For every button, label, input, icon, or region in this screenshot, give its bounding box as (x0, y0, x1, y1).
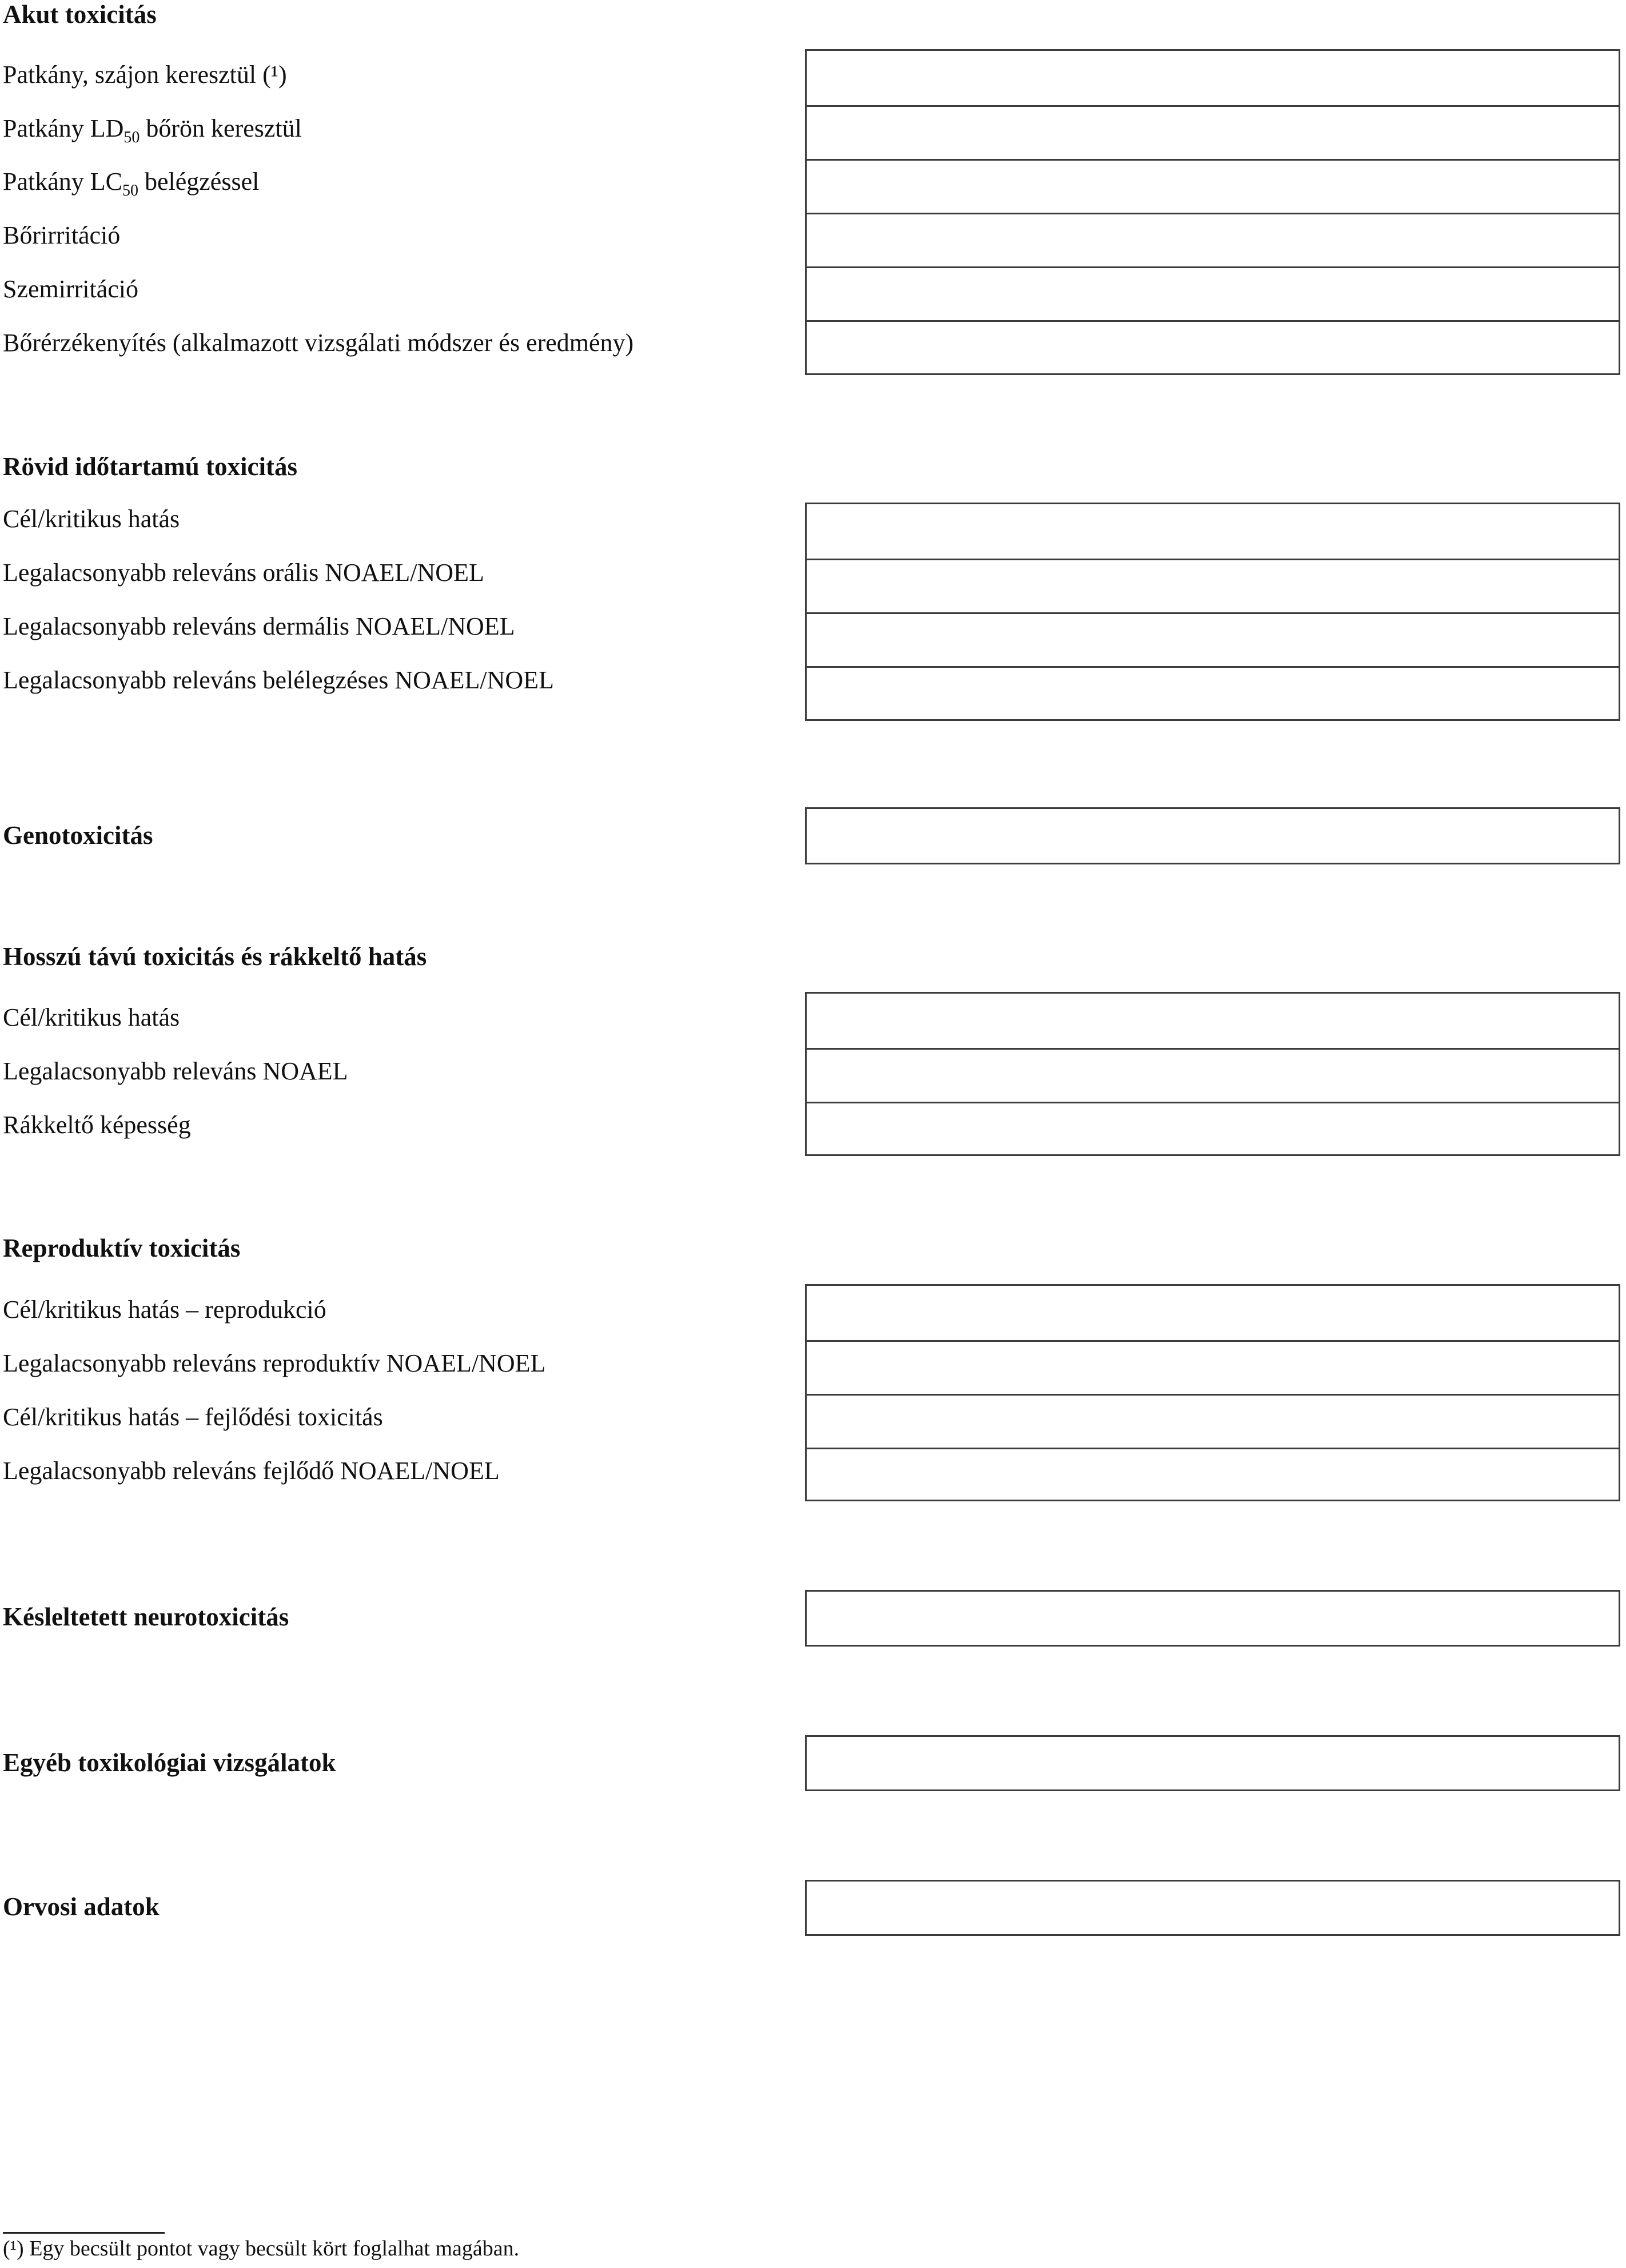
section-heading-medical-data: Orvosi adatok (3, 1892, 160, 1921)
section-heading-delayed-neurotoxicity: Késleltetett neurotoxicitás (3, 1603, 289, 1631)
input-cell-long-term-noael[interactable] (807, 1048, 1619, 1102)
row-label-skin-irritation: Bőrirritáció (3, 221, 121, 249)
row-label-oral-noael: Legalacsonyabb releváns orális NOAEL/NOEL (3, 559, 484, 587)
row-label-target-effect: Cél/kritikus hatás (3, 505, 180, 533)
input-cell-oral-rat[interactable] (807, 51, 1619, 105)
input-cell-carcinogenicity[interactable] (807, 1102, 1619, 1154)
row-label-eye-irritation: Szemirritáció (3, 275, 139, 303)
long-term-toxicity-input-box (805, 992, 1620, 1156)
section-heading-long-term-toxicity: Hosszú távú toxicitás és rákkeltő hatás (3, 942, 427, 971)
short-term-toxicity-input-box (805, 503, 1620, 721)
input-cell-developmental-effect[interactable] (807, 1394, 1619, 1448)
section-heading-acute-toxicity: Akut toxicitás (3, 0, 157, 29)
footnote-mark: (¹) (3, 2237, 24, 2261)
row-label-reproduction-effect: Cél/kritikus hatás – reprodukció (3, 1296, 326, 1324)
row-label-long-term-noael: Legalacsonyabb releváns NOAEL (3, 1057, 348, 1085)
neurotoxicity-input-box[interactable] (805, 1590, 1620, 1647)
row-label-developmental-effect: Cél/kritikus hatás – fejlődési toxicitás (3, 1403, 383, 1431)
row-label-inhalation-lc50: Patkány $LC_{50}$ belégzéssel (3, 168, 260, 200)
row-label-inhalation-noael: Legalacsonyabb releváns belélegzéses NOAEL/NOEL (3, 666, 554, 694)
input-cell-reproduction-effect[interactable] (807, 1286, 1619, 1340)
footnote-text: Egy becsült pontot vagy becsült kört foglalhat magában. (23, 2237, 520, 2261)
acute-toxicity-input-box (805, 49, 1620, 375)
input-cell-reproductive-noael[interactable] (807, 1340, 1619, 1394)
row-label-oral-rat: Patkány, szájon keresztül (¹) (3, 61, 287, 89)
section-heading-other-studies: Egyéb toxikológiai vizsgálatok (3, 1748, 336, 1777)
reproductive-toxicity-input-box (805, 1284, 1620, 1501)
input-cell-dermal-noael[interactable] (807, 612, 1619, 666)
input-cell-eye-irritation[interactable] (807, 266, 1619, 320)
row-label-dermal-ld50: Patkány $LD_{50}$ bőrön keresztül (3, 114, 302, 146)
footnote-separator (3, 2232, 165, 2234)
input-cell-oral-noael[interactable] (807, 559, 1619, 612)
section-heading-genotoxicity: Genotoxicitás (3, 821, 153, 850)
input-cell-inhalation-noael[interactable] (807, 666, 1619, 719)
section-heading-reproductive-toxicity: Reproduktív toxicitás (3, 1234, 241, 1262)
footnote (3, 2234, 519, 2263)
input-cell-long-term-target-effect[interactable] (807, 994, 1619, 1048)
medical-data-input-box[interactable] (805, 1880, 1620, 1936)
input-cell-skin-sensitisation[interactable] (807, 320, 1619, 373)
row-label-developmental-noael: Legalacsonyabb releváns fejlődő NOAEL/NOEL (3, 1457, 500, 1485)
other-studies-input-box[interactable] (805, 1735, 1620, 1791)
input-cell-target-effect[interactable] (807, 504, 1619, 559)
row-label-long-term-target-effect: Cél/kritikus hatás (3, 1003, 180, 1031)
row-label-dermal-noael: Legalacsonyabb releváns dermális NOAEL/NOEL (3, 612, 515, 640)
input-cell-inhalation-lc50[interactable] (807, 159, 1619, 213)
section-heading-short-term-toxicity: Rövid időtartamú toxicitás (3, 452, 297, 481)
input-cell-skin-irritation[interactable] (807, 213, 1619, 266)
input-cell-developmental-noael[interactable] (807, 1448, 1619, 1500)
row-label-skin-sensitisation: Bőrérzékenyítés (alkalmazott vizsgálati módszer és eredmény) (3, 329, 634, 357)
input-cell-dermal-ld50[interactable] (807, 105, 1619, 159)
row-label-reproductive-noael: Legalacsonyabb releváns reproduktív NOAEL/NOEL (3, 1349, 546, 1377)
row-label-carcinogenicity: Rákkeltő képesség (3, 1111, 191, 1139)
genotoxicity-input-box[interactable] (805, 807, 1620, 864)
